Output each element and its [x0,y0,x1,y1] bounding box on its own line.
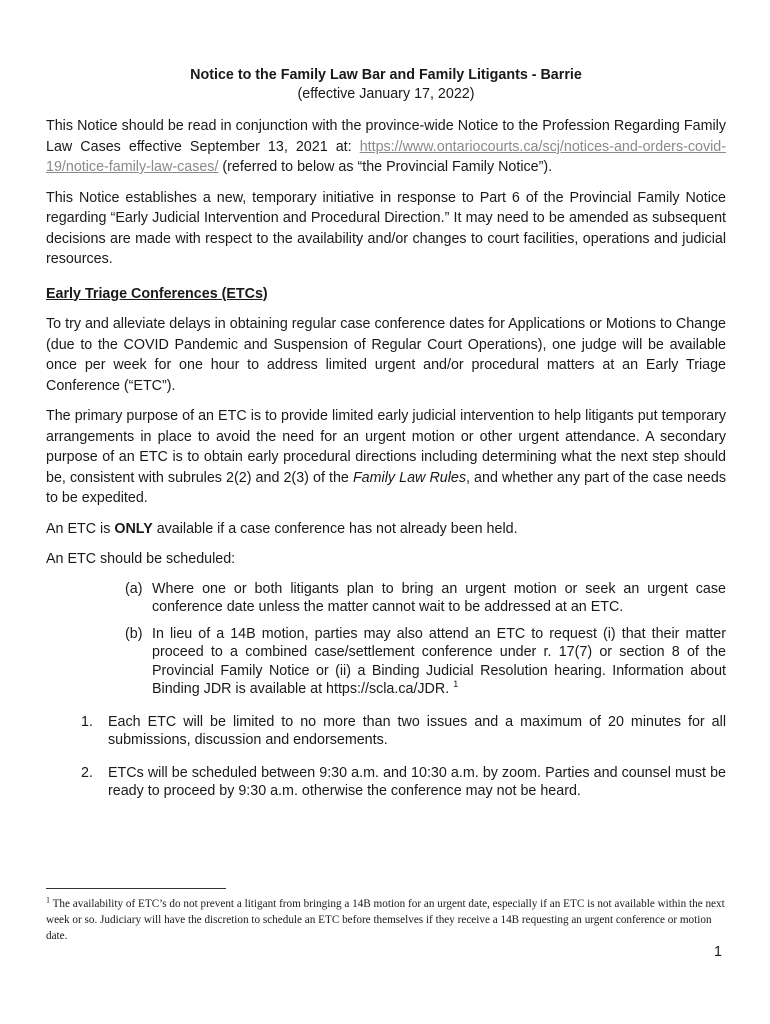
etc-paragraph-1: To try and alleviate delays in obtaining regular case conference dates for Applications or Motions to Change (due to the COVID Pandemic and Suspension of Regular Court Operations), one judge will be available once per week for one hour to address limited urgent and/or procedural matters at an Early Triage Conference (“ETC”). [46,316,726,394]
section-heading: Early Triage Conferences (ETCs) [46,285,268,302]
footnote-divider [46,888,226,889]
intro-text: This Notice should be read in conjunction with the province-wide Notice to the Profession Regarding Family Law Cases effective September 13, 2021 at: [46,118,726,155]
etc-availability [46,519,726,540]
numbered-list [46,713,726,801]
only-emphasis: ONLY [114,520,153,537]
intro-text-end: (referred to below as “the Provincial Family Notice”). [218,159,553,175]
intro-paragraph-1 [46,116,726,178]
effective-date: (effective January 17, 2022) [297,86,475,102]
etc-availability-end: available if a case conference has not already been held. [152,520,518,537]
list-item [46,713,726,750]
intro-paragraph-2: This Notice establishes a new, temporary initiative in response to Part 6 of the Provincial Family Notice regarding “Early Judicial Intervention and Procedural Direction.” It may need to be amended as subsequent decisions are made with respect to the availability and/or changes to court facilities, operations and judicial resources. [46,189,726,267]
list-item [46,625,726,699]
etc-availability-start: An ETC is [46,520,115,537]
list-marker: 2. [81,764,93,781]
list-item-text: Where one or both litigants plan to bring an urgent motion or seek an urgent case conference date unless the matter cannot wait to be addressed at an ETC. [152,580,726,615]
list-item [46,764,726,801]
page-number: 1 [714,944,722,960]
list-marker: (a) [125,580,143,597]
footnote-reference[interactable]: 1 [453,679,459,690]
list-item [46,580,726,617]
etc-schedule-intro: An ETC should be scheduled: [46,551,236,567]
list-item-text: ETCs will be scheduled between 9:30 a.m. and 10:30 a.m. by zoom. Parties and counsel must be ready to proceed by 9:30 a.m. otherwise the conference may not be heard. [108,764,726,799]
family-law-rules-italic: Family Law Rules [352,469,466,486]
footnote-number: 1 [46,895,50,905]
list-item-text: Each ETC will be limited to no more than two issues and a maximum of 20 minutes for all submissions, discussion and endorsements. [108,713,726,748]
etc-paragraph-2-end: , and whether any part of the case needs to be expedited. [46,469,726,506]
etc-paragraph-2-text: The primary purpose of an ETC is to provide limited early judicial intervention to help litigants put temporary arrangements in place to avoid the need for an urgent motion or other urgent attendance. A secondary purpose of an ETC is to obtain early procedural directions including determining what the next step should be, consistent with subrules 2(2) and 2(3) of the [46,408,726,486]
list-item-text: In lieu of a 14B motion, parties may also attend an ETC to request (i) that their matter proceed to a combined case/settlement conference under r. 17(7) or section 8 of the Provincial Family Notice or (ii) a Binding Judicial Resolution hearing. Information about Binding JDR is available at https://scla.ca/JDR. [152,625,726,697]
footnote [46,896,726,944]
lettered-list [46,580,726,699]
etc-paragraph-2 [46,406,726,509]
provincial-notice-link[interactable]: https://www.ontariocourts.ca/scj/notices-and-orders-covid-19/notice-family-law-cases/ [46,138,726,175]
footnote-text: The availability of ETC’s do not prevent a litigant from bringing a 14B motion for an urgent date, especially if an ETC is not available within the next week or so. Judiciary will have the discretion to schedule an ETC before themselves if they receive a 14B requesting an urgent conference or motion date. [46,898,725,942]
list-marker: (b) [125,625,143,642]
list-marker: 1. [81,713,93,730]
document-title: Notice to the Family Law Bar and Family Litigants - Barrie [190,67,582,83]
